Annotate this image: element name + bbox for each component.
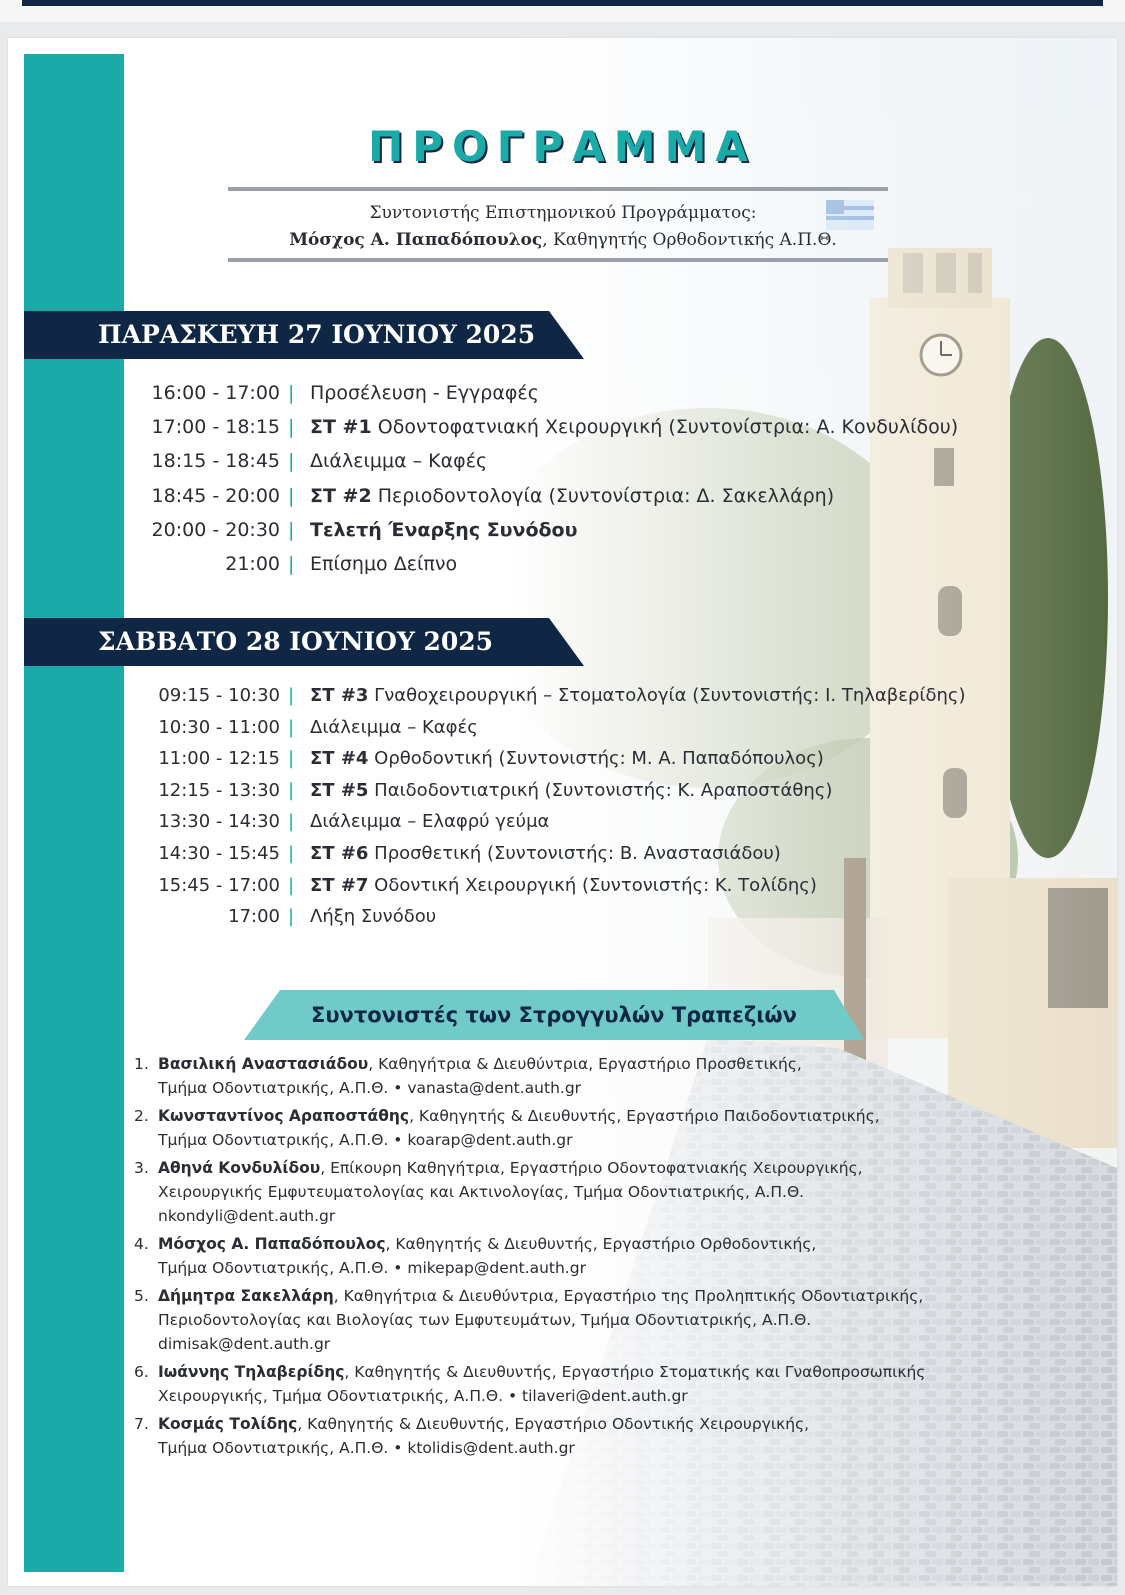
time-slot: 15:45 - 17:00: [158, 874, 280, 896]
activity: [310, 479, 834, 513]
item-number: 6.: [134, 1363, 149, 1381]
separator: |: [288, 842, 295, 864]
separator: |: [288, 906, 295, 928]
item-line: [158, 1052, 1064, 1076]
person-name: Κωνσταντίνος Αραποστάθης: [158, 1107, 410, 1125]
day-label: ΣΑΒΒΑΤΟ 28 ΙΟΥΝΙΟΥ 2025: [98, 627, 494, 656]
separator: |: [288, 685, 295, 706]
activity: [310, 838, 781, 870]
item-number: 4.: [134, 1235, 149, 1253]
item-number: 2.: [134, 1107, 149, 1125]
activity-text: Περιοδοντολογία (Συντονίστρια: Δ. Σακελλάρη): [371, 484, 835, 507]
time-slot: 14:30 - 15:45: [158, 842, 280, 864]
activity: [310, 775, 832, 807]
list-item: [134, 1104, 1064, 1152]
list-item: [134, 1360, 1064, 1408]
list-item: [134, 1156, 1064, 1228]
coordinator-block: [238, 200, 888, 254]
time-slot: 13:30 - 14:30: [158, 811, 280, 833]
activity: [310, 410, 958, 444]
coordinator-role: , Καθηγητής Ορθοδοντικής Α.Π.Θ.: [542, 230, 837, 250]
top-navy-bar: [22, 0, 1103, 6]
item-line: Τμήμα Οδοντιατρικής, Α.Π.Θ. • koarap@dent.auth.gr: [158, 1131, 573, 1149]
item-line: [158, 1360, 1064, 1384]
coordinators-list: [134, 1052, 1064, 1464]
activity-bold: ΣΤ #5: [310, 779, 369, 801]
item-number: 1.: [134, 1055, 149, 1073]
person-title: , Καθηγητής & Διευθυντής, Εργαστήριο Οδοντικής Χειρουργικής,: [297, 1415, 810, 1433]
time-slot: 18:45 - 20:00: [151, 484, 280, 507]
item-line: Τμήμα Οδοντιατρικής, Α.Π.Θ. • vanasta@dent.auth.gr: [158, 1079, 582, 1097]
item-line: Περιοδοντολογίας και Βιολογίας των Εμφυτευμάτων, Τμήμα Οδοντιατρικής, Α.Π.Θ.: [158, 1311, 812, 1329]
list-item: [134, 1232, 1064, 1280]
activity-bold: ΣΤ #7: [310, 874, 369, 896]
activity: [310, 513, 577, 547]
activity-bold: ΣΤ #4: [310, 748, 369, 770]
activity-bold: ΣΤ #1: [310, 416, 372, 439]
separator: |: [288, 552, 295, 575]
separator: |: [288, 748, 295, 770]
time-slot: 17:00: [228, 906, 280, 928]
person-title: , Καθηγητής & Διευθυντής, Εργαστήριο Παιδοδοντιατρικής,: [409, 1107, 880, 1125]
separator: |: [288, 518, 295, 541]
item-line: Τμήμα Οδοντιατρικής, Α.Π.Θ. • mikepap@dent.auth.gr: [158, 1259, 586, 1277]
top-rule: [228, 187, 888, 191]
program-page: [8, 38, 1117, 1586]
list-item: [134, 1412, 1064, 1460]
item-line: [158, 1156, 1064, 1180]
time-slot: 12:15 - 13:30: [158, 779, 280, 801]
activity-text: Οδοντική Χειρουργική (Συντονιστής: Κ. Τολίδης): [368, 874, 817, 896]
item-line: [158, 1412, 1064, 1436]
item-line: nkondyli@dent.auth.gr: [158, 1207, 336, 1225]
time-slot: 21:00: [225, 552, 280, 575]
separator: |: [288, 716, 295, 738]
day-label: ΠΑΡΑΣΚΕΥΗ 27 ΙΟΥΝΙΟΥ 2025: [98, 320, 536, 349]
activity: [310, 743, 824, 775]
activity: [310, 712, 478, 744]
person-title: , Καθηγητής & Διευθυντής, Εργαστήριο Ορθοδοντικής,: [385, 1235, 817, 1253]
item-line: [158, 1232, 1064, 1256]
top-strip: [0, 0, 1125, 22]
activity-text: Διάλειμμα – Ελαφρύ γεύμα: [310, 811, 550, 833]
person-title: , Καθηγήτρια & Διευθύντρια, Εργαστήριο της Προληπτικής Οδοντιατρικής,: [333, 1287, 924, 1305]
activity-text: Γναθοχειρουργική – Στοματολογία (Συντονιστής: Ι. Τηλαβερίδης): [368, 685, 966, 706]
activity: [310, 547, 457, 581]
day-banner-saturday: [24, 618, 584, 666]
separator: |: [288, 874, 295, 896]
person-name: Κοσμάς Τολίδης: [158, 1415, 298, 1433]
time-slot: 09:15 - 10:30: [158, 685, 280, 706]
separator: |: [288, 811, 295, 833]
separator: |: [288, 779, 295, 801]
activity-text: Προσέλευση - Εγγραφές: [310, 382, 539, 404]
activity: [310, 680, 966, 712]
time-slot: 20:00 - 20:30: [151, 518, 280, 541]
activity-text: Διάλειμμα – Καφές: [310, 716, 478, 738]
activity-text: Διάλειμμα – Καφές: [310, 450, 488, 473]
separator: |: [288, 416, 295, 439]
activity-text: Παιδοδοντιατρική (Συντονιστής: Κ. Αραποστάθης): [368, 779, 833, 801]
activity-bold: ΣΤ #2: [310, 484, 372, 507]
activity: [310, 806, 549, 838]
activity-bold: ΣΤ #3: [310, 685, 369, 706]
item-line: dimisak@dent.auth.gr: [158, 1335, 331, 1353]
time-slot: 10:30 - 11:00: [158, 716, 280, 738]
day-banner-friday: [24, 311, 584, 359]
item-number: 5.: [134, 1287, 149, 1305]
time-slot: 11:00 - 12:15: [158, 748, 280, 770]
activity-text: Λήξη Συνόδου: [310, 906, 437, 928]
item-line: [158, 1284, 1064, 1308]
time-slot: 18:15 - 18:45: [151, 450, 280, 473]
separator: |: [288, 484, 295, 507]
item-number: 7.: [134, 1415, 149, 1433]
person-title: , Καθηγήτρια & Διευθύντρια, Εργαστήριο Προσθετικής,: [368, 1055, 802, 1073]
activity-text: Ορθοδοντική (Συντονιστής: Μ. Α. Παπαδόπουλος): [368, 748, 824, 770]
item-line: Χειρουργικής, Τμήμα Οδοντιατρικής, Α.Π.Θ. • tilaveri@dent.auth.gr: [158, 1387, 688, 1405]
separator: |: [288, 382, 295, 404]
coordinator-name: Μόσχος Α. Παπαδόπουλος: [289, 230, 543, 250]
activity-text: Προσθετική (Συντονιστής: Β. Αναστασιάδου): [368, 842, 781, 864]
program-title: ΠΡΟΓΡΑΜΜΑ: [368, 122, 757, 171]
left-teal-bar: [24, 54, 124, 1572]
coordinator-line: [238, 227, 888, 254]
list-item: [134, 1284, 1064, 1356]
person-name: Δήμητρα Σακελλάρη: [158, 1287, 334, 1305]
activity: [310, 870, 817, 902]
coordinator-label: Συντονιστής Επιστημονικού Προγράμματος:: [369, 203, 757, 223]
person-title: , Καθηγητής & Διευθυντής, Εργαστήριο Στοματικής και Γναθοπροσωπικής: [344, 1363, 926, 1381]
activity: [310, 444, 487, 478]
person-name: Αθηνά Κονδυλίδου: [158, 1159, 321, 1177]
activity: [310, 901, 436, 933]
person-title: , Επίκουρη Καθηγήτρια, Εργαστήριο Οδοντοφατνιακής Χειρουργικής,: [320, 1159, 863, 1177]
item-line: Χειρουργικής Εμφυτευματολογίας και Ακτινολογίας, Τμήμα Οδοντιατρικής, Α.Π.Θ.: [158, 1183, 805, 1201]
person-name: Μόσχος Α. Παπαδόπουλος: [158, 1235, 386, 1253]
bottom-rule: [228, 258, 888, 262]
time-slot: 17:00 - 18:15: [151, 416, 280, 439]
activity-text: Επίσημο Δείπνο: [310, 552, 458, 575]
list-item: [134, 1052, 1064, 1100]
item-line: [158, 1104, 1064, 1128]
person-name: Ιωάννης Τηλαβερίδης: [158, 1363, 345, 1381]
activity-text: Οδοντοφατνιακή Χειρουργική (Συντονίστρια: Α. Κονδυλίδου): [371, 416, 959, 439]
coordinators-heading: [244, 990, 864, 1040]
activity-bold: ΣΤ #6: [310, 842, 369, 864]
time-slot: 16:00 - 17:00: [151, 382, 280, 404]
activity-bold: Τελετή Έναρξης Συνόδου: [310, 518, 578, 541]
activity: [310, 376, 539, 410]
person-name: Βασιλική Αναστασιάδου: [158, 1055, 369, 1073]
item-number: 3.: [134, 1159, 149, 1177]
item-line: Τμήμα Οδοντιατρικής, Α.Π.Θ. • ktolidis@dent.auth.gr: [158, 1439, 575, 1457]
separator: |: [288, 450, 295, 473]
coordinators-title: Συντονιστές των Στρογγυλών Τραπεζιών: [310, 1003, 797, 1027]
